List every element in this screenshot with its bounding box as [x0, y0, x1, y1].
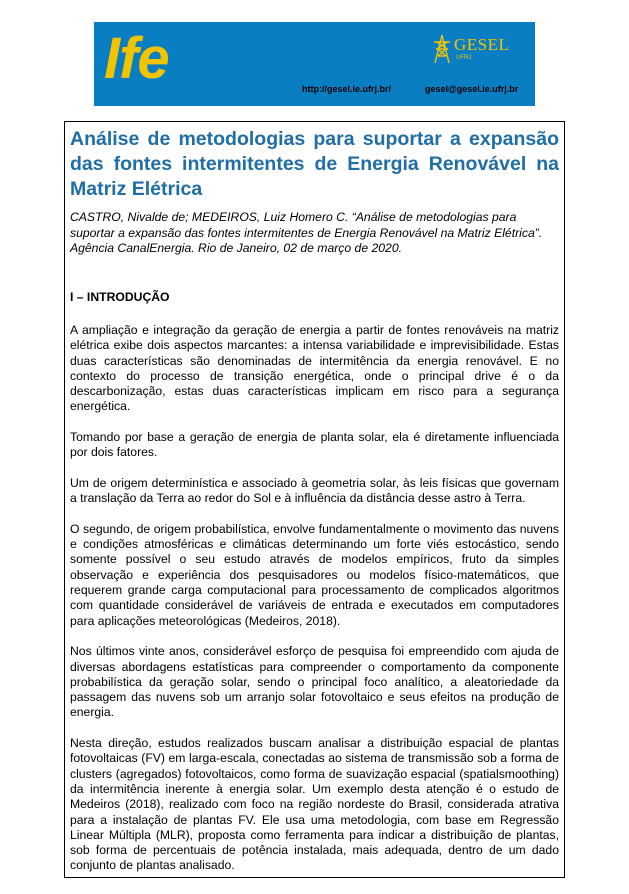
gesel-wordmark: GESEL — [454, 35, 510, 54]
section-heading: I – INTRODUÇÃO — [70, 290, 170, 304]
site-link[interactable]: http://gesel.ie.ufrj.br/ — [302, 84, 392, 94]
article-citation: CASTRO, Nivalde de; MEDEIROS, Luiz Homero C. “Análise de metodologias para suportar a expansão das fontes intermitentes de Energia Renovável na Matriz Elétrica”. Agência CanalEnergia. Rio de Janeiro, 02 de março de 2020. — [70, 210, 543, 256]
paragraph: Tomando por base a geração de energia de planta solar, ela é diretamente influenciada por dois fatores. — [70, 430, 559, 460]
gesel-logo — [432, 34, 522, 68]
article-title: Análise de metodologias para suportar a expansão das fontes intermitentes de Energia Renovável na Matriz Elétrica — [70, 128, 559, 200]
header-banner — [94, 22, 535, 106]
gesel-subtitle: UFRJ — [456, 55, 472, 61]
paragraph: Um de origem determinística e associado à geometria solar, às leis físicas que governam a translação da Terra ao redor do Sol e à influência da distância desse astro à Terra. — [70, 475, 559, 506]
paragraph: Nesta direção, estudos realizados buscam analisar a distribuição espacial de plantas fotovoltaicas (FV) em larga-escala, conectadas ao sistema de transmissão sob a forma de clusters (agregados) fotovoltaicos, como forma de suavização espacial (spatialsmoothing) da intermitência inerente à energia solar. Um exemplo desta atenção é o estudo de Medeiros (2018), realizado com foco na região nordeste do Brasil, considerada atrativa para a instalação de plantas FV. Ele usa uma metodologia, com base em Regressão Linear Múltipla (MLR), proposta como ferramenta para indicar a distribuição de plantas, sob forma de percentuais de potência instalada, mais adequada, dentro de um dado conjunto de plantas analisado. — [70, 736, 559, 873]
email-link[interactable]: gesel@gesel.ie.ufrj.br — [425, 84, 519, 94]
article-body — [70, 323, 559, 889]
ife-logo: Ife — [104, 26, 169, 91]
paragraph: A ampliação e integração da geração de energia a partir de fontes renováveis na matriz elétrica exibe dois aspectos marcantes: a intensa variabilidade e imprevisibilidade. Estas duas características são denominadas de intermitência da energia renovável. E no contexto do processo de transição energética, onde o principal drive é o da descarbonização, estas duas características implicam em risco para a segurança energética. — [70, 323, 559, 414]
paragraph: Nos últimos vinte anos, considerável esforço de pesquisa foi empreendido com ajuda de diversas abordagens estatísticas para compreender o comportamento da componente probabilística da geração solar, sendo o principal foco analítico, a aleatoriedade da passagem das nuvens sob um arranjo solar fotovoltaico e seus efeitos na produção de energia. — [70, 644, 559, 720]
transmission-tower-icon — [432, 34, 452, 64]
paragraph: O segundo, de origem probabilística, envolve fundamentalmente o movimento das nuvens e condições atmosféricas e climáticas determinando um forte viés estocástico, sendo somente possível o seu estudo através de modelos empíricos, fruto da simples observação e experiência dos pesquisadores ou modelos físico-matemáticos, que requerem grande carga computacional para processamento de complicados algoritmos com quantidade considerável de variáveis de entrada e executados em computadores para aplicações meteorológicas (Medeiros, 2018). — [70, 521, 559, 628]
